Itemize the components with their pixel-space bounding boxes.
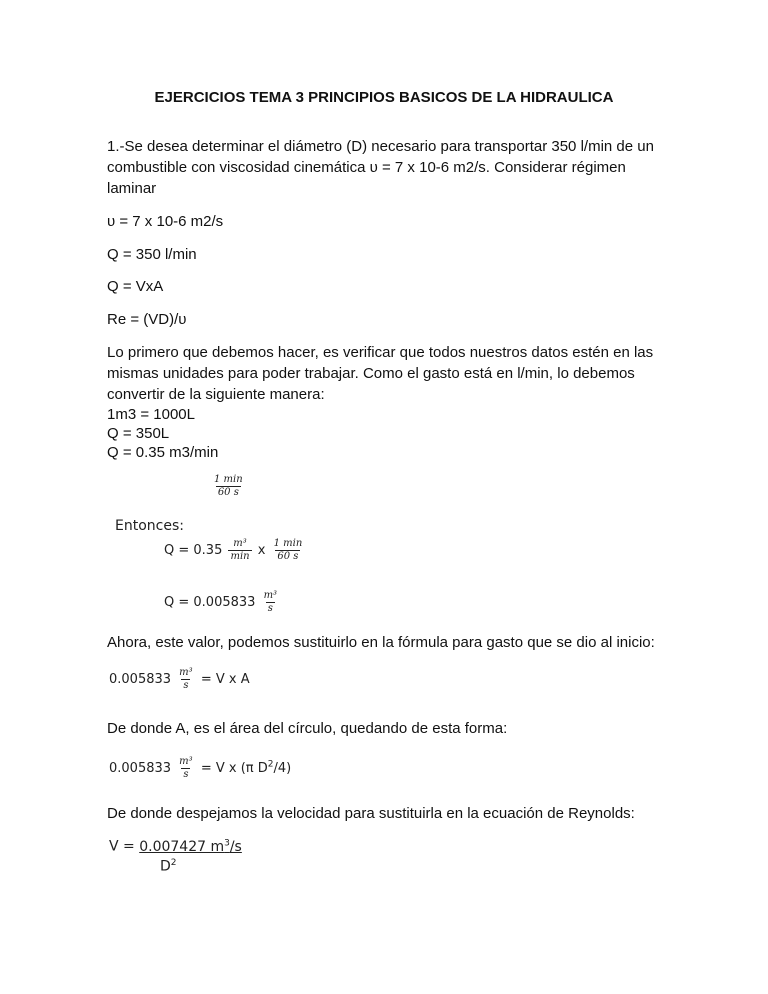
area-text: De donde A, es el área del círculo, quedando de esta forma: (107, 720, 508, 737)
unit-fraction (262, 590, 280, 615)
equation-velocity (109, 834, 242, 856)
equation-rhs-end: /4) (273, 761, 292, 776)
unit-denominator: s (183, 769, 189, 780)
equation-flow-va (109, 667, 250, 692)
substitute-text: Ahora, este valor, podemos sustituirlo en la fórmula para gasto que se dio al inicio: (107, 634, 655, 651)
fraction-numerator: 1 min (214, 474, 243, 485)
equation-lhs: V = (109, 838, 135, 855)
equation-lhs: 0.005833 (109, 761, 172, 776)
conversion-line: Q = 350L (107, 425, 170, 442)
entonces-label: Entonces: (115, 518, 184, 534)
exponent: 2 (267, 759, 274, 770)
equation-flow-result (164, 590, 281, 615)
explanation-paragraph: Lo primero que debemos hacer, es verificar que todos nuestros datos estén en las mismas unidades para poder trabajar. Como el gasto está en l/min, lo debemos convertir de la siguiente manera: (107, 344, 654, 403)
equation-lhs: 0.005833 (109, 672, 172, 687)
page-title: EJERCICIOS TEMA 3 PRINCIPIOS BASICOS DE LA HIDRAULICA (154, 89, 614, 106)
conversion-line: Q = 0.35 m3/min (107, 444, 219, 461)
velocity-text: De donde despejamos la velocidad para sustituirla en la ecuación de Reynolds: (107, 805, 635, 822)
conversion-line: 1m3 = 1000L (107, 406, 195, 423)
factor-denominator: 60 s (277, 551, 299, 562)
unit-fraction (228, 538, 251, 563)
times-sign: x (257, 543, 266, 558)
equation-lhs: Q = 0.35 (164, 543, 223, 558)
conversion-factor (210, 474, 247, 499)
given-flow-formula: Q = VxA (107, 278, 164, 295)
given-flow: Q = 350 l/min (107, 246, 197, 263)
velocity-numerator (139, 839, 242, 855)
numerator-unit: /s (229, 838, 242, 855)
equation-flow-conversion (164, 538, 306, 563)
unit-numerator: m³ (233, 538, 247, 549)
unit-denominator: s (267, 603, 273, 614)
velocity-denominator (160, 854, 177, 876)
unit-numerator: m³ (179, 667, 193, 678)
unit-numerator: m³ (263, 590, 278, 601)
unit-numerator: m³ (179, 756, 193, 767)
equation-lhs: Q = 0.005833 (164, 595, 256, 610)
fraction (212, 474, 245, 499)
fraction-denominator: 60 s (217, 487, 239, 498)
equation-rhs: = V x A (200, 672, 250, 687)
equation-rhs: = V x (π D (200, 761, 268, 776)
given-viscosity: υ = 7 x 10-6 m2/s (107, 213, 224, 230)
unit-fraction (177, 756, 195, 781)
unit-denominator: s (183, 680, 189, 691)
equation-flow-area (109, 756, 291, 781)
denominator-text: D (160, 858, 171, 875)
given-reynolds-formula: Re = (VD)/υ (107, 311, 187, 328)
exponent: 2 (170, 858, 177, 868)
factor-numerator: 1 min (273, 538, 303, 549)
unit-fraction (177, 667, 195, 692)
unit-denominator: min (230, 551, 250, 562)
problem-statement: 1.-Se desea determinar el diámetro (D) necesario para transportar 350 l/min de un combustible con viscosidad cinemática υ = 7 x 10-6 m2/s. Considerar régimen laminar (107, 138, 654, 197)
factor-fraction (272, 538, 305, 563)
exponent: 3 (224, 838, 230, 848)
numerator-text: 0.007427 m (139, 838, 225, 855)
